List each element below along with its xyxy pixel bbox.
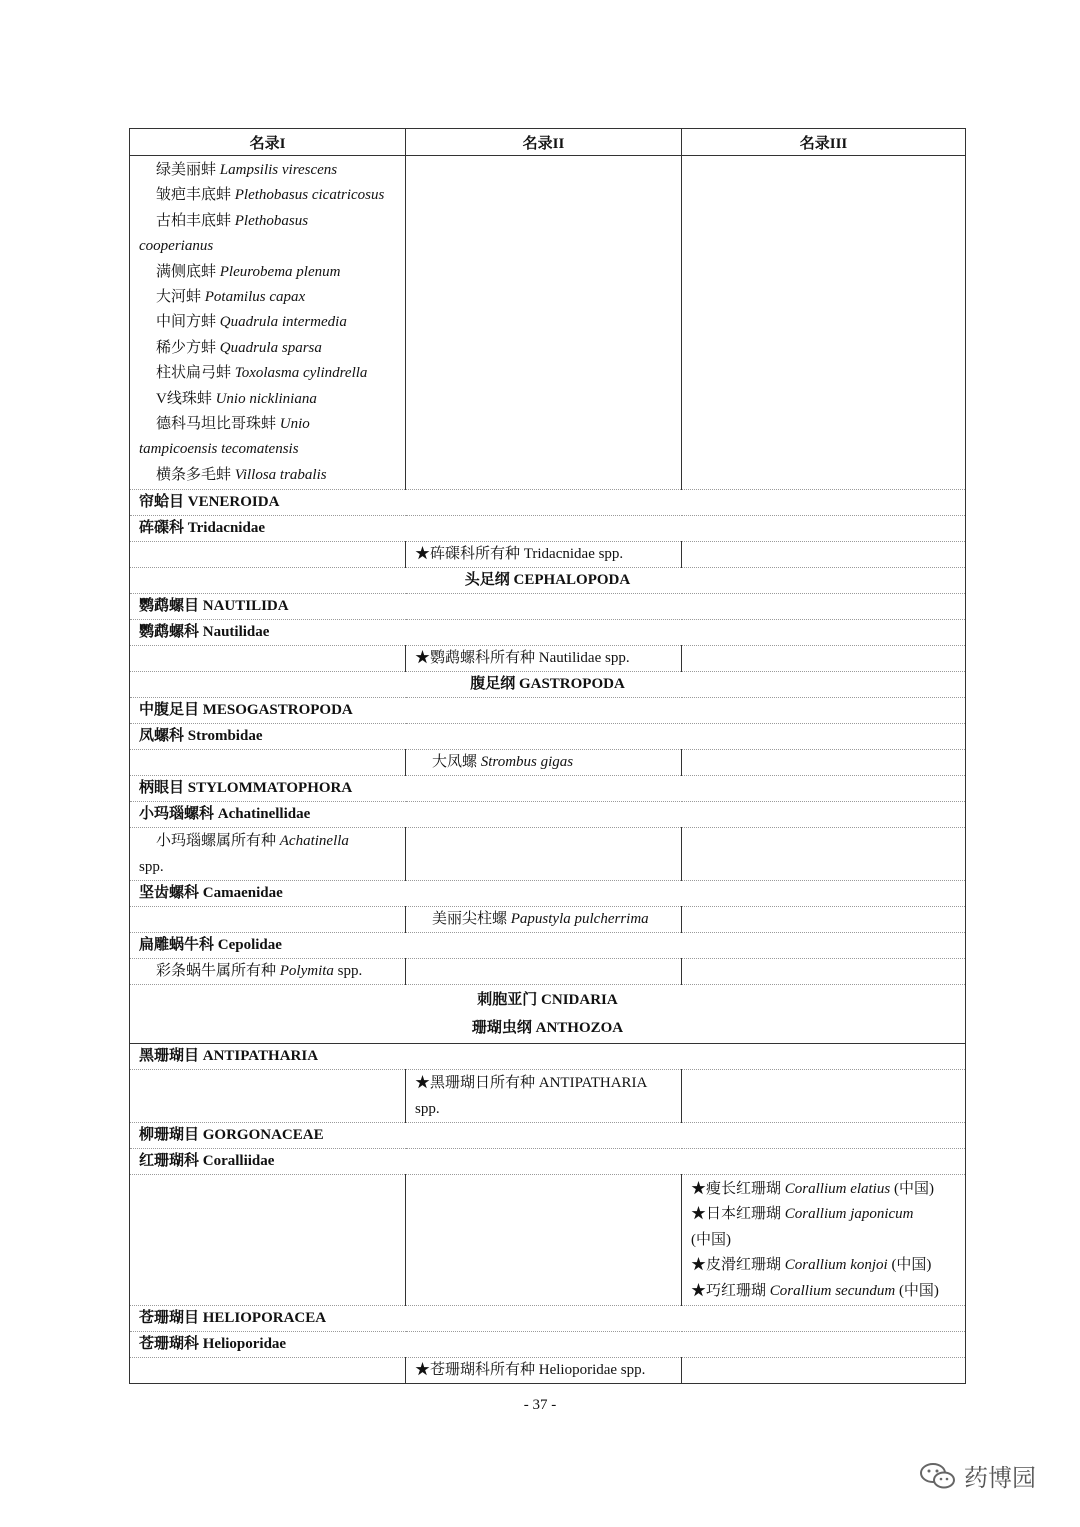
empty-cell <box>406 959 682 985</box>
species-scientific-name: Plethobasus cicatricosus <box>234 187 385 204</box>
species-chinese-name: 德科马坦比哥珠蚌 <box>156 416 280 433</box>
species-entry <box>139 209 396 234</box>
species-entry <box>139 412 396 437</box>
strombus-gigas: 大凤螺 Strombus gigas <box>406 750 682 776</box>
tridacnidae-spp: ★砗磲科所有种 Tridacnidae spp. <box>406 542 682 568</box>
page-number: - 37 - <box>523 1397 557 1413</box>
order-stylommatophora: 柄眼目 STYLOMMATOPHORA <box>130 776 966 802</box>
family-nautilidae: 鹦鹉螺科 Nautilidae <box>130 620 966 646</box>
order-nautilida: 鹦鹉螺目 NAUTILIDA <box>130 594 966 620</box>
species-scientific-name: tampicoensis tecomatensis <box>139 441 299 458</box>
family-achatinellidae: 小玛瑙螺科 Achatinellidae <box>130 802 966 828</box>
empty-cell <box>406 156 682 490</box>
class-gastropoda: 腹足纲 GASTROPODA <box>130 672 966 698</box>
empty-cell <box>682 959 966 985</box>
species-scientific-name: Plethobasus <box>234 212 309 229</box>
watermark-text: 药博园 <box>964 1464 1036 1492</box>
species-scientific-name: Unio <box>279 416 310 433</box>
empty-cell <box>130 907 406 933</box>
empty-cell <box>406 1174 682 1305</box>
watermark <box>918 1458 1036 1493</box>
polymita-spp: 彩条蜗牛属所有种 Polymita spp. <box>130 959 406 985</box>
species-scientific-name: Quadrula intermedia <box>219 314 347 331</box>
species-scientific-name: cooperianus <box>139 238 214 255</box>
species-chinese-name: 绿美丽蚌 <box>156 162 220 178</box>
species-scientific-name: Pleurobema plenum <box>219 263 341 280</box>
species-scientific-name-continued <box>139 234 396 259</box>
header-appendix-3: 名录III <box>682 129 966 156</box>
order-gorgonaceae: 柳珊瑚目 GORGONACEAE <box>130 1122 966 1148</box>
empty-cell <box>682 1357 966 1383</box>
order-antipatharia: 黑珊瑚目 ANTIPATHARIA <box>130 1044 966 1070</box>
species-entry <box>139 336 396 361</box>
empty-cell <box>682 156 966 490</box>
unionidae-species-row <box>130 156 966 490</box>
cites-appendix-table <box>129 128 966 1384</box>
species-chinese-name: 横条多毛蚌 <box>156 466 235 483</box>
species-entry <box>139 387 396 412</box>
family-strombidae: 凤螺科 Strombidae <box>130 724 966 750</box>
empty-cell <box>682 542 966 568</box>
species-chinese-name: 柱状扁弓蚌 <box>156 365 235 382</box>
achatinella-spp: 小玛瑙螺属所有种 Achatinella spp. <box>130 828 406 881</box>
empty-cell <box>682 907 966 933</box>
empty-cell <box>682 750 966 776</box>
class-cephalopoda: 头足纲 CEPHALOPODA <box>130 568 966 594</box>
species-entry <box>139 285 396 310</box>
species-chinese-name: 满侧底蚌 <box>156 263 220 280</box>
cnidaria-anthozoa-heading <box>130 985 966 1044</box>
species-scientific-name: Quadrula sparsa <box>219 339 322 356</box>
header-row <box>130 129 966 156</box>
species-scientific-name: Villosa trabalis <box>234 466 327 483</box>
species-scientific-name-continued <box>139 437 396 462</box>
papustyla-pulcherrima: 美丽尖柱螺 Papustyla pulcherrima <box>406 907 682 933</box>
empty-cell <box>682 1070 966 1123</box>
header-appendix-1: 名录I <box>130 129 406 156</box>
species-chinese-name: 中间方蚌 <box>156 314 220 331</box>
empty-cell <box>130 1174 406 1305</box>
species-scientific-name: Unio nickliniana <box>215 390 317 407</box>
antipatharia-spp: ★黑珊瑚日所有种 ANTIPATHARIA spp. <box>406 1070 682 1123</box>
species-chinese-name: 皱疤丰底蚌 <box>156 187 235 204</box>
empty-cell <box>130 1357 406 1383</box>
species-entry <box>139 158 396 183</box>
order-veneroida: 帘蛤目 VENEROIDA <box>130 490 966 516</box>
empty-cell <box>406 828 682 881</box>
family-cepolidae: 扁雕蜗牛科 Cepolidae <box>130 933 966 959</box>
species-scientific-name: Toxolasma cylindrella <box>234 365 368 382</box>
family-camaenidae: 坚齿螺科 Camaenidae <box>130 881 966 907</box>
species-entry <box>139 361 396 386</box>
species-chinese-name: 稀少方蚌 <box>156 339 220 356</box>
family-tridacnidae: 砗磲科 Tridacnidae <box>130 516 966 542</box>
corallium-konjoi: ★皮滑红珊瑚 Corallium konjoi (中国) <box>691 1257 932 1274</box>
class-anthozoa: 珊瑚虫纲 ANTHOZOA <box>471 1020 624 1037</box>
species-chinese-name: 大河蚌 <box>156 289 205 306</box>
empty-cell <box>130 646 406 672</box>
empty-cell <box>130 542 406 568</box>
species-entry <box>139 310 396 335</box>
species-scientific-name: Potamilus capax <box>204 289 306 306</box>
empty-cell <box>682 646 966 672</box>
family-helioporidae: 苍珊瑚科 Helioporidae <box>130 1331 966 1357</box>
appendix-1-species-list <box>130 156 406 490</box>
species-chinese-name: 古柏丰底蚌 <box>156 212 235 229</box>
family-coralliidae: 红珊瑚科 Coralliidae <box>130 1148 966 1174</box>
wechat-icon <box>918 1461 958 1491</box>
empty-cell <box>682 828 966 881</box>
corallium-elatius: ★瘦长红珊瑚 Corallium elatius (中国) <box>691 1180 934 1197</box>
species-chinese-name: V线珠蚌 <box>156 390 216 407</box>
species-entry <box>139 463 396 488</box>
order-helioporacea: 苍珊瑚目 HELIOPORACEA <box>130 1305 966 1331</box>
corallium-secundum: ★巧红珊瑚 Corallium secundum (中国) <box>691 1282 939 1299</box>
corallium-japonicum: ★日本红珊瑚 Corallium japonicum <box>691 1206 914 1223</box>
corallium-species-list: ★瘦长红珊瑚 Corallium elatius (中国) ★日本红珊瑚 Corallium japonicum (中国) ★皮滑红珊瑚 Corallium konjoi (中国) ★巧红珊瑚 Corallium secundum (中国) <box>682 1174 966 1305</box>
species-entry <box>139 260 396 285</box>
order-mesogastropoda: 中腹足目 MESOGASTROPODA <box>130 698 966 724</box>
nautilidae-spp: ★鹦鹉螺科所有种 Nautilidae spp. <box>406 646 682 672</box>
species-entry <box>139 183 396 208</box>
species-scientific-name: Lampsilis virescens <box>219 162 338 178</box>
empty-cell <box>130 750 406 776</box>
helioporidae-spp: ★苍珊瑚科所有种 Helioporidae spp. <box>406 1357 682 1383</box>
empty-cell <box>130 1070 406 1123</box>
header-appendix-2: 名录II <box>406 129 682 156</box>
subphylum-cnidaria: 刺胞亚门 CNIDARIA <box>477 992 618 1009</box>
